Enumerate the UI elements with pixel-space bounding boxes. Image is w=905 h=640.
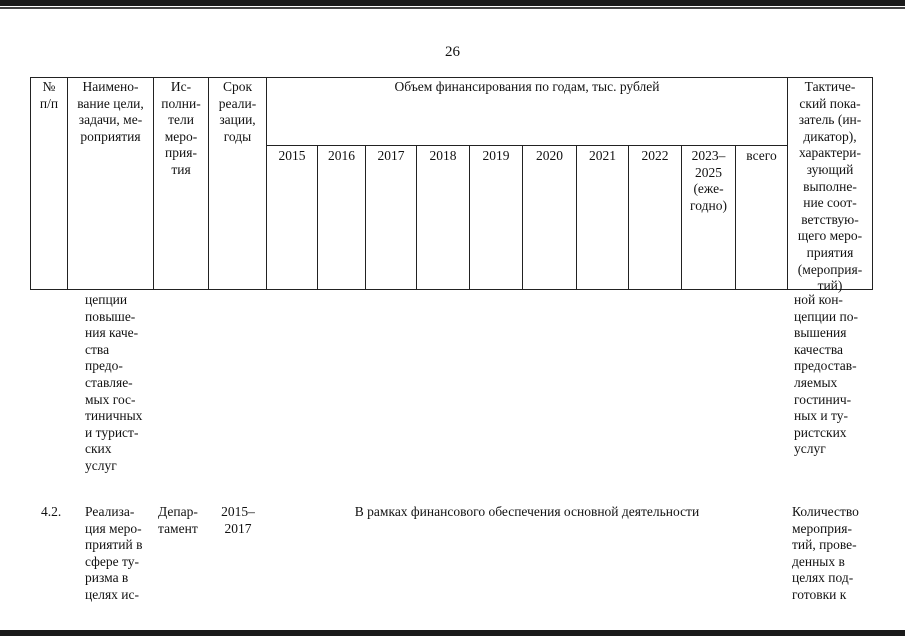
header-executors: Ис- полни- тели меро- прия- тия: [161, 79, 201, 177]
row-executor: Депар- тамент: [158, 504, 198, 536]
header-year: 2016: [328, 148, 355, 163]
scan-bottom-border: [0, 630, 905, 636]
header-year: 2018: [429, 148, 457, 163]
header-indicator: Тактиче- ский пока- затель (ин- дикатор), характери- зующий выполне- ние соот- ветствую- щего меро- приятия (мероприя- тий): [797, 79, 863, 294]
header-year: 2015: [278, 148, 306, 163]
header-number: № п/п: [39, 79, 59, 111]
row-term: 2015– 2017: [221, 504, 255, 536]
row-continuation-indicator: ной кон- цепции по- вышения качества предостав- ляемых гостинич- ных и ту- ристских услуг: [794, 292, 858, 457]
header-year: 2020: [536, 148, 563, 163]
row-indicator: Количество мероприя- тий, прове- денных в целях под- готовки к: [792, 504, 859, 602]
header-year-range: 2023– 2025 (еже- годно): [690, 148, 727, 213]
scan-top-border-thin: [0, 7, 905, 9]
header-name: Наимено- вание цели, задачи, ме- роприятия: [77, 79, 144, 144]
header-term: Срок реали- зации, годы: [218, 79, 257, 144]
header-total: всего: [746, 148, 777, 163]
scan-top-border: [0, 0, 905, 6]
row-funding-note: В рамках финансового обеспечения основной деятельности: [354, 504, 700, 519]
row-name: Реализа- ция меро- приятий в сфере ту- ризма в целях ис-: [85, 504, 143, 602]
row-continuation-name: цепции повыше- ния каче- ства предо- ставляе- мых гос- тиничных и турист- ских услуг: [85, 292, 143, 473]
row-number: 4.2.: [41, 504, 62, 519]
header-year: 2022: [641, 148, 669, 163]
header-year: 2021: [589, 148, 616, 163]
header-year: 2019: [482, 148, 510, 163]
page-number: 26: [445, 44, 460, 60]
header-year: 2017: [377, 148, 405, 163]
header-funding: Объем финансирования по годам, тыс. рублей: [394, 79, 660, 94]
